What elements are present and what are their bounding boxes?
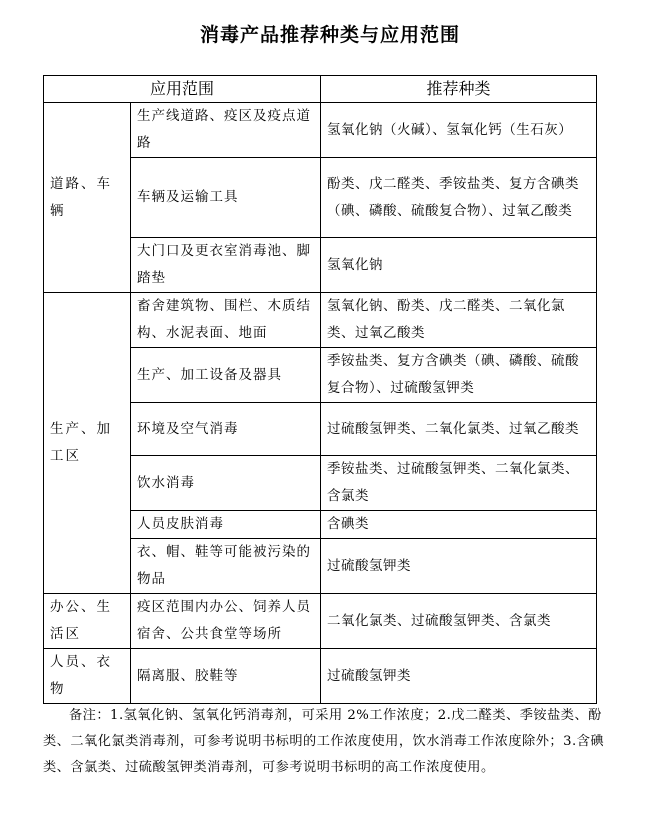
products-cell: 过硫酸氢钾类	[321, 649, 597, 704]
scope-cell: 环境及空气消毒	[131, 403, 321, 456]
scope-cell: 大门口及更衣室消毒池、脚踏垫	[131, 238, 321, 293]
header-products: 推荐种类	[321, 76, 597, 103]
header-scope: 应用范围	[44, 76, 321, 103]
products-cell: 二氧化氯类、过硫酸氢钾类、含氯类	[321, 594, 597, 649]
table-row	[44, 649, 597, 704]
scope-cell: 车辆及运输工具	[131, 158, 321, 238]
scope-cell: 疫区范围内办公、饲养人员宿舍、公共食堂等场所	[131, 594, 321, 649]
scope-cell: 人员皮肤消毒	[131, 511, 321, 539]
products-cell: 含碘类	[321, 511, 597, 539]
scope-cell: 隔离服、胶鞋等	[131, 649, 321, 704]
products-cell: 季铵盐类、复方含碘类（碘、磷酸、硫酸复合物）、过硫酸氢钾类	[321, 348, 597, 403]
products-cell: 氢氧化钠、酚类、戊二醛类、二氧化氯类、过氧乙酸类	[321, 293, 597, 348]
products-cell: 过硫酸氢钾类	[321, 539, 597, 594]
scope-cell: 畜舍建筑物、围栏、木质结构、水泥表面、地面	[131, 293, 321, 348]
products-cell: 氢氧化钠	[321, 238, 597, 293]
disinfectant-table	[43, 75, 597, 704]
category-cell: 生产、加工区	[44, 293, 131, 594]
table-row	[44, 594, 597, 649]
table-row	[44, 293, 597, 348]
category-cell: 人员、衣物	[44, 649, 131, 704]
footnote: 备注：1.氢氧化钠、氢氧化钙消毒剂，可采用 2%工作浓度；2.戊二醛类、季铵盐类、酚类、二氧化氯类消毒剂，可参考说明书标明的工作浓度使用，饮水消毒工作浓度除外；3.含碘类、含氯类、过硫酸氢钾类消毒剂，可参考说明书标明的高工作浓度使用。	[43, 708, 605, 775]
scope-cell: 衣、帽、鞋等可能被污染的物品	[131, 539, 321, 594]
scope-cell: 饮水消毒	[131, 456, 321, 511]
scope-cell: 生产线道路、疫区及疫点道路	[131, 103, 321, 158]
scope-cell: 生产、加工设备及器具	[131, 348, 321, 403]
category-cell: 道路、车辆	[44, 103, 131, 293]
products-cell: 酚类、戊二醛类、季铵盐类、复方含碘类（碘、磷酸、硫酸复合物）、过氧乙酸类	[321, 158, 597, 238]
products-cell: 过硫酸氢钾类、二氧化氯类、过氧乙酸类	[321, 403, 597, 456]
page-title: 消毒产品推荐种类与应用范围	[199, 24, 460, 46]
products-cell: 氢氧化钠（火碱）、氢氧化钙（生石灰）	[321, 103, 597, 158]
table-row	[44, 103, 597, 158]
table-header-row	[44, 76, 597, 103]
products-cell: 季铵盐类、过硫酸氢钾类、二氧化氯类、含氯类	[321, 456, 597, 511]
category-cell: 办公、生活区	[44, 594, 131, 649]
